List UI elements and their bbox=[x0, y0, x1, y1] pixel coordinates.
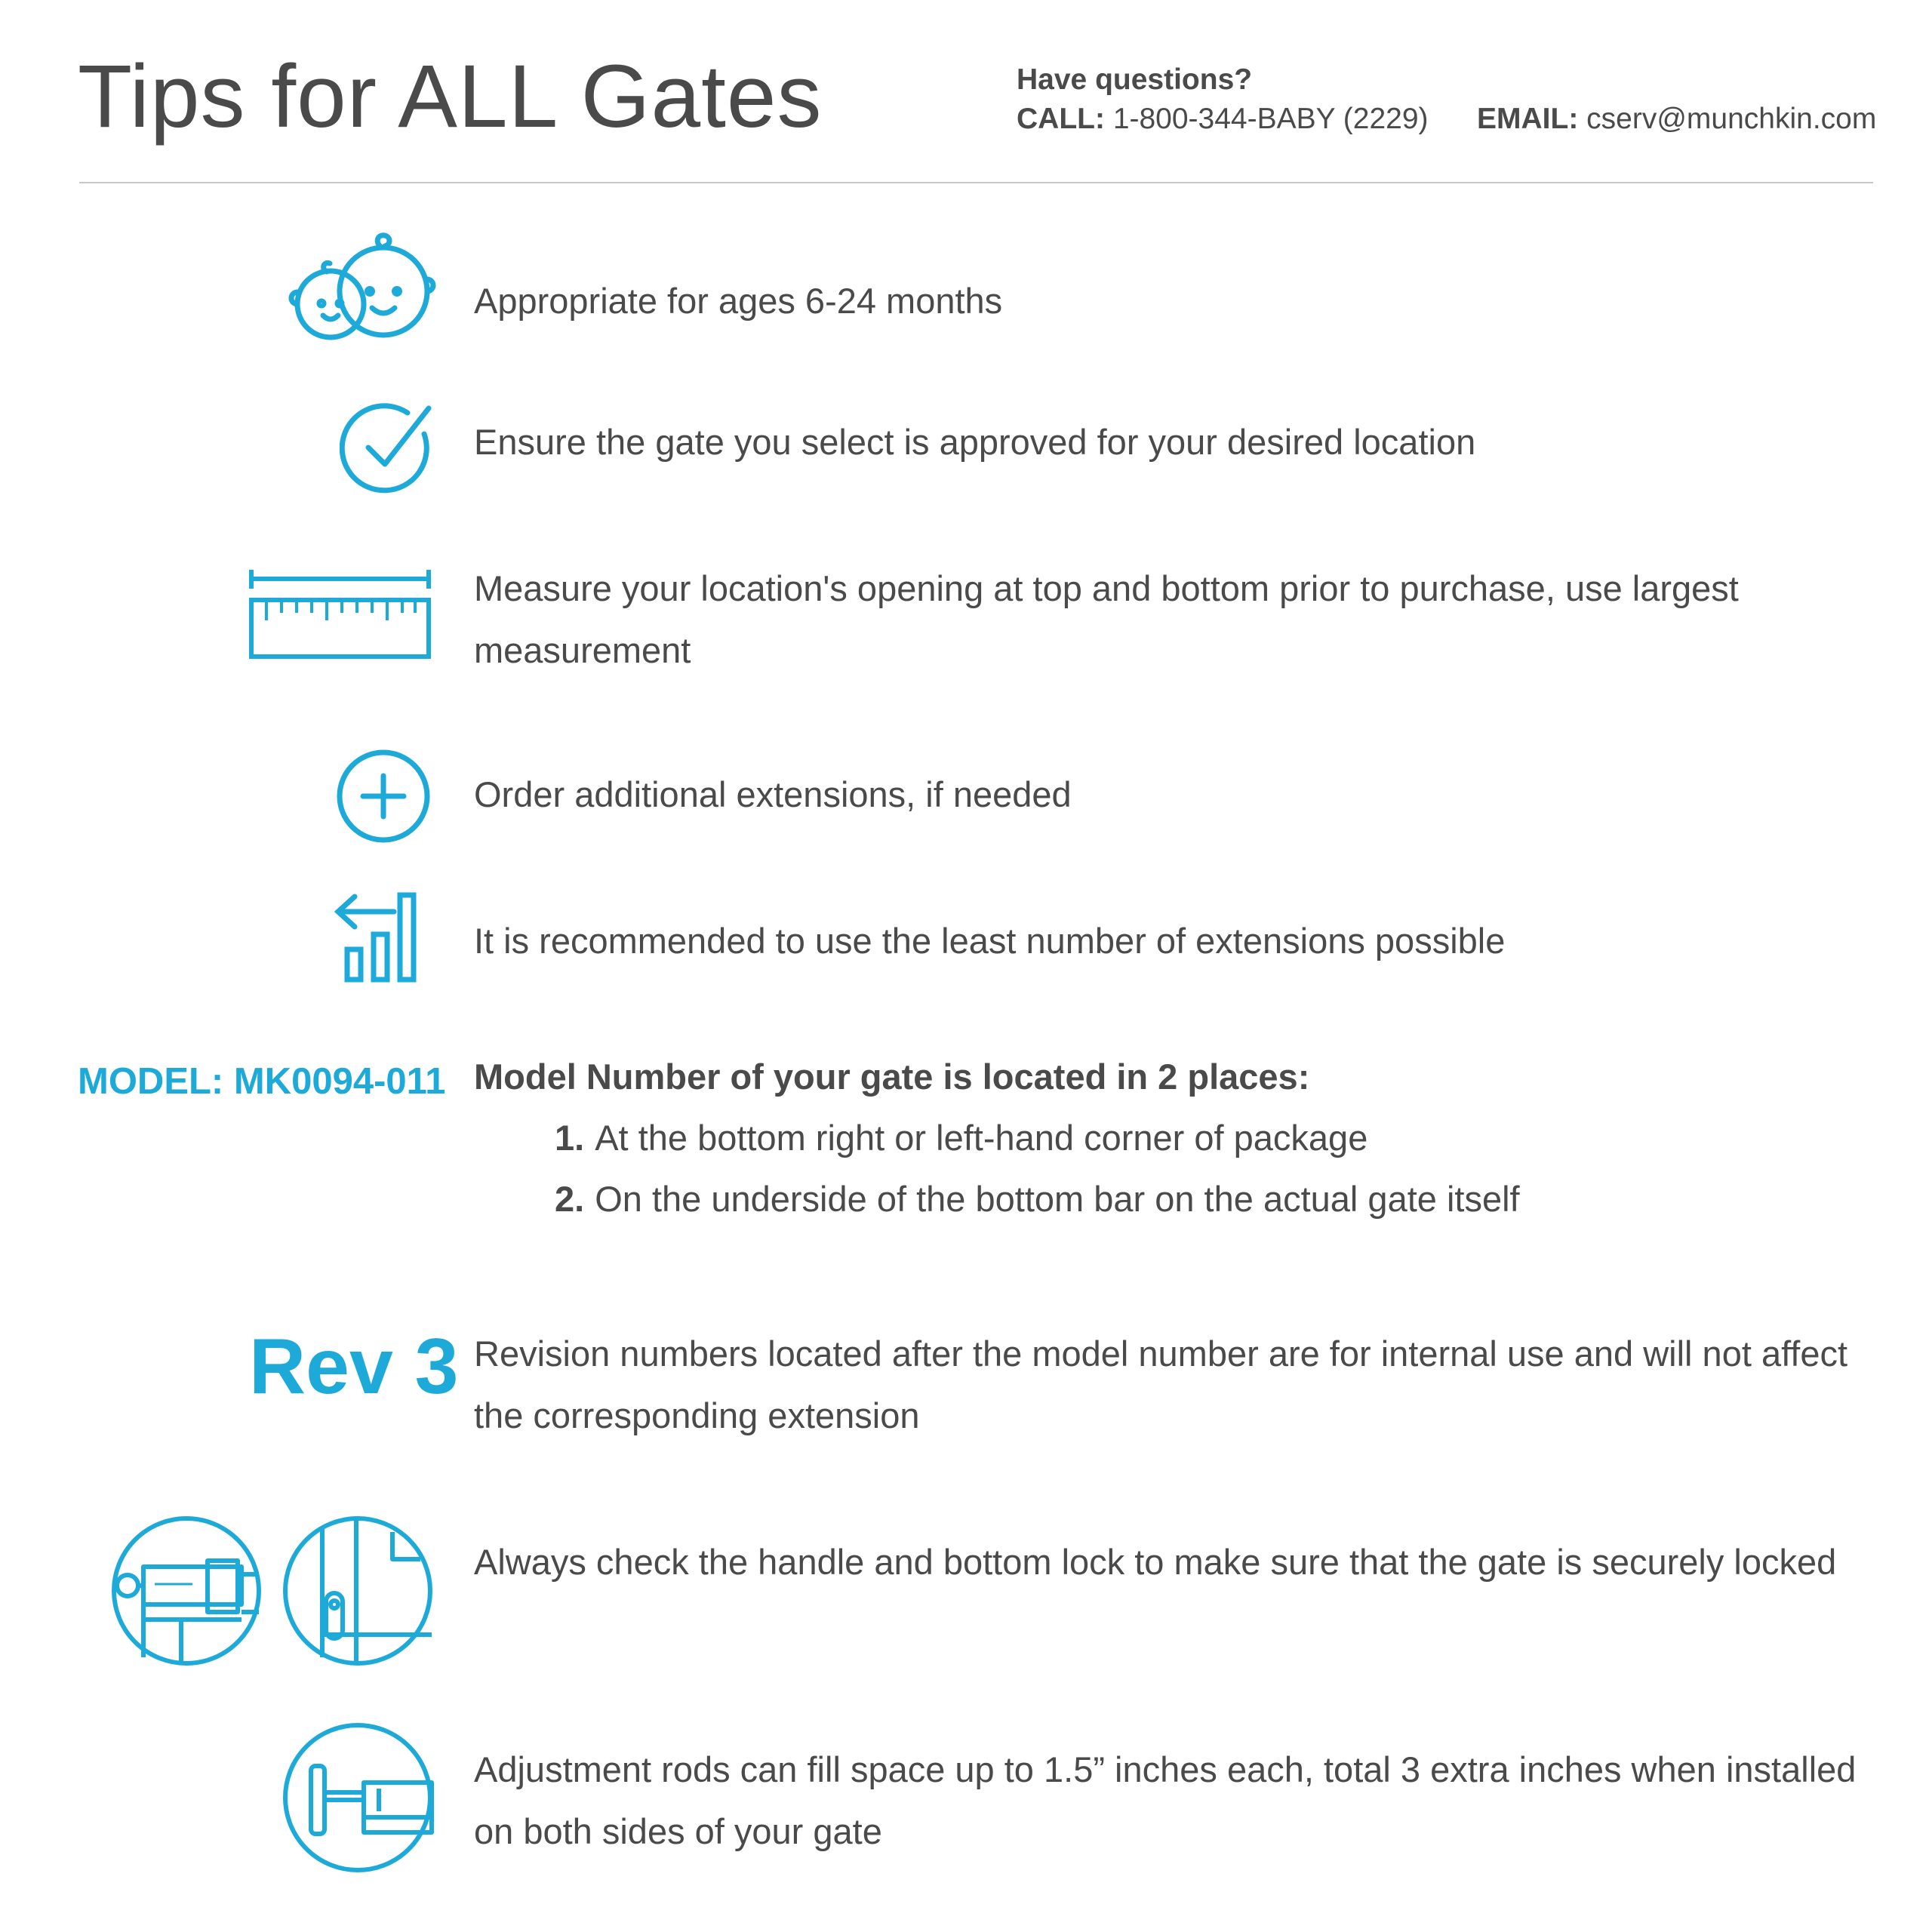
call-number[interactable]: 1-800-344-BABY (2229) bbox=[1112, 103, 1429, 135]
call-label: CALL: bbox=[1017, 103, 1105, 135]
model-number-label: MODEL: MK0094-011 bbox=[78, 1061, 446, 1102]
tip-revision: Revision numbers located after the model number are for internal use and will not affect the corresponding extension bbox=[474, 1334, 1848, 1435]
list-number: 1. bbox=[555, 1118, 585, 1158]
tip-approved-location: Ensure the gate you select is approved for your desired location bbox=[474, 422, 1476, 462]
page-title: Tips for ALL Gates bbox=[78, 47, 823, 146]
bottom-lock-icon bbox=[281, 1514, 435, 1669]
fewer-extensions-icon bbox=[332, 889, 434, 983]
tip-measure: Measure your location's opening at top and bottom prior to purchase, use largest measurement bbox=[474, 568, 1739, 670]
contact-block bbox=[1017, 63, 1877, 135]
list-text: On the underside of the bottom bar on the actual gate itself bbox=[595, 1179, 1520, 1219]
list-number: 2. bbox=[555, 1179, 585, 1219]
model-location-item bbox=[555, 1117, 1367, 1158]
tip-extensions: Order additional extensions, if needed bbox=[474, 774, 1072, 814]
baby-faces-icon bbox=[285, 232, 436, 346]
list-text: At the bottom right or left-hand corner of package bbox=[595, 1118, 1368, 1158]
call-line bbox=[1017, 103, 1429, 136]
tip-lock-check: Always check the handle and bottom lock to make sure that the gate is securely locked bbox=[474, 1542, 1837, 1582]
email-address[interactable]: cserv@munchkin.com bbox=[1586, 103, 1877, 135]
header-divider bbox=[79, 182, 1873, 183]
questions-label: Have questions? bbox=[1017, 63, 1253, 96]
email-label: EMAIL: bbox=[1477, 103, 1579, 135]
model-location-item bbox=[555, 1178, 1520, 1220]
model-location-heading: Model Number of your gate is located in 2 places: bbox=[474, 1057, 1310, 1097]
revision-label: Rev 3 bbox=[249, 1323, 459, 1411]
adjustment-rod-icon bbox=[281, 1721, 435, 1875]
checkmark-circle-icon bbox=[340, 402, 438, 497]
plus-circle-icon bbox=[334, 747, 432, 845]
tip-age: Appropriate for ages 6-24 months bbox=[474, 281, 1003, 321]
ruler-icon bbox=[248, 570, 432, 664]
tip-adjustment-rods: Adjustment rods can fill space up to 1.5” inches each, total 3 extra inches when installed on both sides of your gate bbox=[474, 1749, 1857, 1851]
tip-least-extensions: It is recommended to use the least number of extensions possible bbox=[474, 921, 1506, 961]
gate-handle-icon bbox=[109, 1514, 264, 1669]
email-line bbox=[1477, 103, 1876, 136]
